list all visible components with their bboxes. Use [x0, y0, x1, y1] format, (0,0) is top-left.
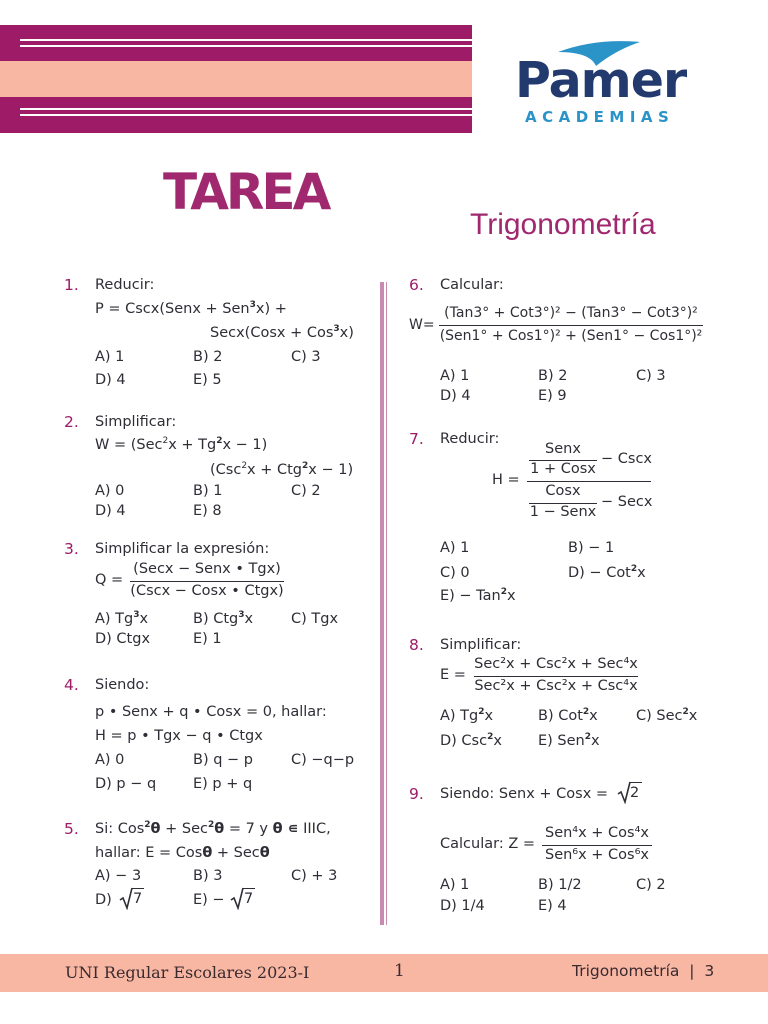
expression-lhs: Calcular: Z = — [440, 836, 536, 852]
option-e: E) Sen$^2$x — [538, 732, 600, 749]
option-e: E) 5 — [193, 372, 222, 388]
expression-line: Secx(Cosx + Cos$^3$x) — [210, 324, 354, 341]
option-e-radicand: 7 — [244, 891, 254, 907]
option-b: B) Ctg$^3$x — [193, 610, 254, 627]
option-a: A) 0 — [95, 483, 125, 499]
option-c: C) Sec$^2$x — [636, 707, 698, 724]
option-c: C) 3 — [636, 368, 666, 384]
footer-page: Trigonometría | 3 — [572, 962, 715, 980]
fraction-denominator: Sen⁶x + Cos⁶x — [544, 847, 650, 863]
expression-line: P = Cscx(Senx + Sen$^3$x) + — [95, 300, 287, 317]
sqrt-icon — [230, 886, 244, 910]
expression-line: H = p • Tgx − q • Ctgx — [95, 728, 263, 744]
header-line — [20, 114, 472, 116]
footer-course: UNI Regular Escolares 2023-I — [65, 963, 310, 982]
option-d: D) 4 — [95, 503, 126, 519]
expression-lhs: Q = — [95, 572, 124, 588]
option-b: B) − 1 — [568, 540, 615, 556]
option-b: B) 2 — [538, 368, 568, 384]
option-b: B) 1 — [193, 483, 223, 499]
inner-numerator: Cosx — [545, 483, 581, 499]
header-band-bottom — [0, 97, 472, 133]
option-a: A) 1 — [440, 368, 470, 384]
question-number: 3. — [64, 540, 79, 558]
option-e: E) p + q — [193, 776, 253, 792]
option-d: D) − Cot$^2$x — [568, 564, 646, 581]
column-divider-thin — [386, 282, 387, 925]
question-number: 4. — [64, 676, 79, 694]
fraction-bar — [130, 581, 284, 582]
question-number: 9. — [409, 785, 424, 803]
question-prompt: Siendo: — [95, 677, 150, 693]
option-e: E) 1 — [193, 631, 222, 647]
footer-unit: 1 — [394, 961, 405, 981]
option-a: A) Tg$^3$x — [95, 610, 149, 627]
question-number: 6. — [409, 276, 424, 294]
option-a: A) 0 — [95, 752, 125, 768]
expression-line: p • Senx + q • Cosx = 0, hallar: — [95, 704, 327, 720]
question-number: 8. — [409, 636, 424, 654]
option-c: C) 2 — [291, 483, 321, 499]
inner-denominator: 1 − Senx — [529, 504, 597, 520]
question-prompt: Reducir: — [95, 277, 155, 293]
option-d-label: D) — [95, 892, 112, 908]
sqrt-bar — [132, 888, 144, 889]
fraction-numerator: Sec²x + Csc²x + Sec⁴x — [474, 656, 638, 672]
question-prompt: Simplificar la expresión: — [95, 541, 270, 557]
option-a: A) 1 — [440, 877, 470, 893]
option-e: E) 8 — [193, 503, 222, 519]
option-e: E) 4 — [538, 898, 567, 914]
fraction-numerator: (Secx − Senx • Tgx) — [133, 561, 281, 577]
radicand: 2 — [630, 785, 640, 801]
option-d: D) Csc$^2$x — [440, 732, 502, 749]
page-title: TAREA — [163, 163, 329, 221]
expression-line: $W = (Sec^2x + Tg^2x - 1)$ — [95, 436, 268, 453]
expression-lhs: E = — [440, 667, 466, 683]
expression-line: hallar: E = Cosθ + Secθ — [95, 845, 270, 861]
fraction-bar — [474, 676, 638, 677]
column-divider — [380, 282, 384, 925]
inner-numerator: Senx — [545, 441, 581, 457]
subject-title: Trigonometría — [470, 208, 656, 241]
option-b: B) 3 — [193, 868, 223, 884]
option-c: C) 0 — [440, 565, 470, 581]
question-prompt: Simplificar: — [95, 414, 177, 430]
option-b: B) q − p — [193, 752, 253, 768]
option-c: C) Tgx — [291, 611, 339, 627]
header-line — [20, 39, 472, 41]
header-band-top — [0, 25, 472, 61]
expression-line: (Csc$^2$x + Ctg$^2$x − 1) — [210, 461, 354, 478]
option-e-label: E) − — [193, 892, 225, 908]
sqrt-icon — [119, 886, 133, 910]
option-a: A) 1 — [440, 540, 470, 556]
fraction-denominator: Sec²x + Csc²x + Csc⁴x — [474, 678, 638, 694]
option-d: D) 4 — [95, 372, 126, 388]
question-number: 5. — [64, 820, 79, 838]
question-number: 2. — [64, 413, 79, 431]
option-d-radicand: 7 — [133, 891, 143, 907]
fraction-bar — [439, 325, 703, 326]
header-line — [20, 45, 472, 47]
option-c: C) 2 — [636, 877, 666, 893]
option-d: D) p − q — [95, 776, 157, 792]
question-prompt: Simplificar: — [440, 637, 522, 653]
option-b: B) 1/2 — [538, 877, 582, 893]
question-prompt: Calcular: — [440, 277, 504, 293]
option-b: B) 2 — [193, 349, 223, 365]
header-band-middle — [0, 61, 472, 97]
option-a: A) 1 — [95, 349, 125, 365]
option-d: D) Ctgx — [95, 631, 151, 647]
expression-lhs: W= — [409, 317, 435, 333]
option-c: C) + 3 — [291, 868, 338, 884]
option-c: C) −q−p — [291, 752, 355, 768]
term: − Secx — [601, 494, 653, 510]
fraction-numerator: (Tan3° + Cot3°)² − (Tan3° − Cot3°)² — [444, 305, 698, 321]
expression-lhs: H = — [492, 472, 520, 488]
sqrt-icon — [617, 780, 631, 804]
option-b: B) Cot$^2$x — [538, 707, 598, 724]
option-e: E) 9 — [538, 388, 567, 404]
header-line — [20, 108, 472, 110]
expression-line: Siendo: Senx + Cosx = — [440, 786, 609, 802]
question-number: 1. — [64, 276, 79, 294]
option-a: A) Tg$^2$x — [440, 707, 494, 724]
option-a: A) − 3 — [95, 868, 142, 884]
option-d: D) 4 — [440, 388, 471, 404]
fraction-denominator: (Sen1° + Cos1°)² + (Sen1° − Cos1°)² — [439, 328, 703, 344]
logo-subtitle: ACADEMIAS — [525, 108, 675, 126]
fraction-numerator: Sen⁴x + Cos⁴x — [544, 825, 650, 841]
sqrt-bar — [243, 888, 255, 889]
fraction-bar — [542, 845, 652, 846]
main-fraction-bar — [527, 481, 651, 482]
option-d: D) 1/4 — [440, 898, 485, 914]
option-e: E) − Tan$^2$x — [440, 587, 516, 604]
logo-name: Pamer — [515, 52, 687, 109]
inner-denominator: 1 + Cosx — [530, 461, 596, 477]
question-prompt: Reducir: — [440, 431, 500, 447]
expression-line: Si: Cos$^2$θ + Sec$^2$θ = 7 y θ ∊ IIIC, — [95, 820, 331, 837]
question-number: 7. — [409, 430, 424, 448]
sqrt-bar — [630, 782, 642, 783]
fraction-denominator: (Cscx − Cosx • Ctgx) — [130, 583, 284, 599]
term: − Cscx — [601, 451, 652, 467]
option-c: C) 3 — [291, 349, 321, 365]
